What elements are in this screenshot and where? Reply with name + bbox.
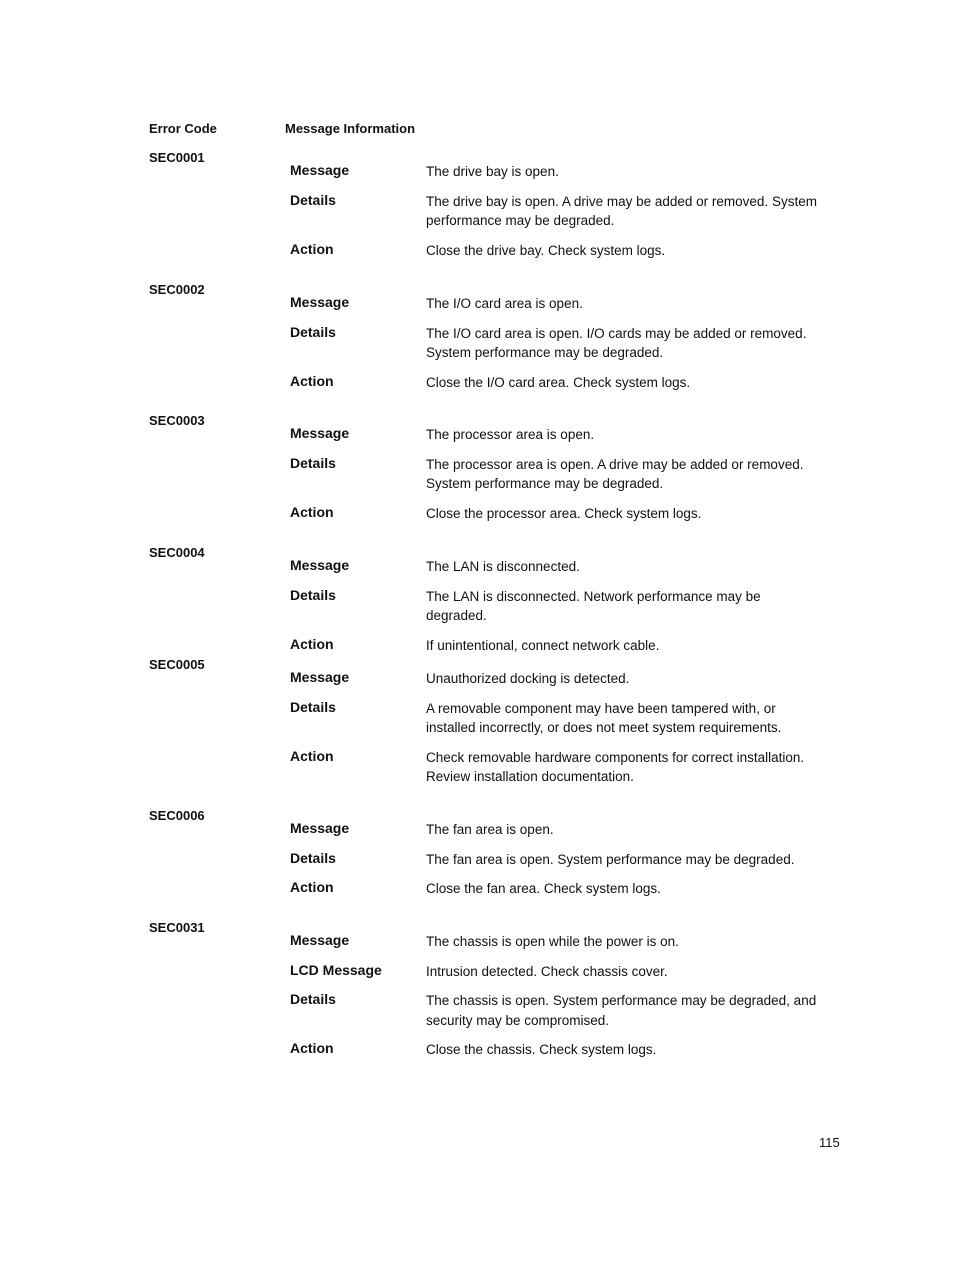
message-rows: [0, 557, 954, 665]
message-row: [0, 162, 954, 182]
message-row: [0, 324, 954, 363]
message-row: [0, 962, 954, 982]
error-code: SEC0005: [149, 657, 205, 672]
message-row: [0, 820, 954, 840]
row-label: Details: [290, 323, 336, 340]
row-label: Action: [290, 372, 334, 389]
row-label: Details: [290, 586, 336, 603]
message-row: [0, 1040, 954, 1060]
message-row: [0, 504, 954, 524]
message-row: [0, 932, 954, 952]
error-code: SEC0001: [149, 150, 205, 165]
row-label: Details: [290, 698, 336, 715]
row-label: Message: [290, 932, 350, 948]
row-label: Action: [290, 503, 334, 520]
message-row: [0, 455, 954, 494]
row-value: The processor area is open.: [426, 427, 595, 442]
row-label: Message: [290, 557, 350, 573]
message-rows: [0, 162, 954, 270]
row-value: Close the fan area. Check system logs.: [426, 881, 661, 896]
row-label: Action: [290, 879, 334, 895]
row-value: Close the processor area. Check system logs.: [426, 505, 702, 521]
row-value: If unintentional, connect network cable.: [426, 637, 660, 653]
message-row: [0, 425, 954, 445]
message-rows: [0, 425, 954, 533]
error-code: SEC0002: [149, 282, 205, 297]
table-header: [0, 121, 954, 139]
message-row: [0, 991, 954, 1030]
row-label: Details: [290, 849, 336, 866]
error-code: SEC0004: [149, 545, 205, 560]
row-value: The drive bay is open. A drive may be added or removed. System performance may be degraded.: [426, 193, 817, 228]
message-row: [0, 850, 954, 870]
row-value: The LAN is disconnected. Network performance may be degraded.: [426, 588, 761, 623]
row-label: Action: [290, 1040, 334, 1056]
row-value: Unauthorized docking is detected.: [426, 671, 630, 686]
row-value: The drive bay is open.: [426, 164, 559, 179]
message-row: [0, 557, 954, 577]
message-row: [0, 587, 954, 626]
message-row: [0, 192, 954, 231]
row-value: The I/O card area is open.: [426, 296, 583, 311]
message-rows: [0, 820, 954, 909]
error-code: SEC0003: [149, 413, 205, 428]
row-label: Message: [290, 425, 350, 441]
row-label: Details: [290, 991, 336, 1007]
row-value: The chassis is open. System performance may be degraded, and security may be compromised.: [426, 993, 817, 1028]
row-value: Check removable hardware components for correct installation. Review installation documentation.: [426, 749, 805, 784]
row-label: Details: [290, 454, 336, 471]
row-value: Close the I/O card area. Check system logs.: [426, 374, 691, 390]
error-code: SEC0006: [149, 808, 205, 823]
header-error-code: Error Code: [149, 121, 217, 136]
message-row: [0, 294, 954, 314]
row-value: Close the drive bay. Check system logs.: [426, 242, 666, 258]
header-message-information: Message Information: [285, 121, 416, 136]
page-number: 115: [819, 1135, 840, 1150]
message-row: [0, 699, 954, 738]
error-code: SEC0031: [149, 920, 205, 935]
row-label: LCD Message: [290, 961, 382, 978]
message-row: [0, 879, 954, 899]
message-row: [0, 241, 954, 261]
row-label: Details: [290, 191, 336, 208]
row-value: Close the chassis. Check system logs.: [426, 1042, 657, 1057]
message-rows: [0, 932, 954, 1070]
message-row: [0, 669, 954, 689]
row-label: Action: [290, 747, 334, 764]
message-row: [0, 373, 954, 393]
message-rows: [0, 669, 954, 797]
row-label: Message: [290, 820, 350, 836]
row-label: Action: [290, 240, 334, 257]
row-value: The processor area is open. A drive may be added or removed. System performance may be degraded.: [426, 456, 804, 491]
message-row: [0, 636, 954, 656]
row-label: Action: [290, 635, 334, 652]
row-value: The fan area is open.: [426, 822, 554, 837]
row-value: Intrusion detected. Check chassis cover.: [426, 963, 668, 979]
row-value: A removable component may have been tampered with, or installed incorrectly, or does not meet system requirements.: [426, 700, 782, 735]
message-row: [0, 748, 954, 787]
row-value: The I/O card area is open. I/O cards may be added or removed. System performance may be degraded.: [426, 325, 807, 360]
row-value: The LAN is disconnected.: [426, 559, 580, 574]
row-value: The fan area is open. System performance may be degraded.: [426, 851, 795, 867]
row-label: Message: [290, 294, 350, 310]
row-label: Message: [290, 162, 350, 178]
message-rows: [0, 294, 954, 402]
row-value: The chassis is open while the power is on.: [426, 934, 679, 949]
row-label: Message: [290, 669, 350, 685]
